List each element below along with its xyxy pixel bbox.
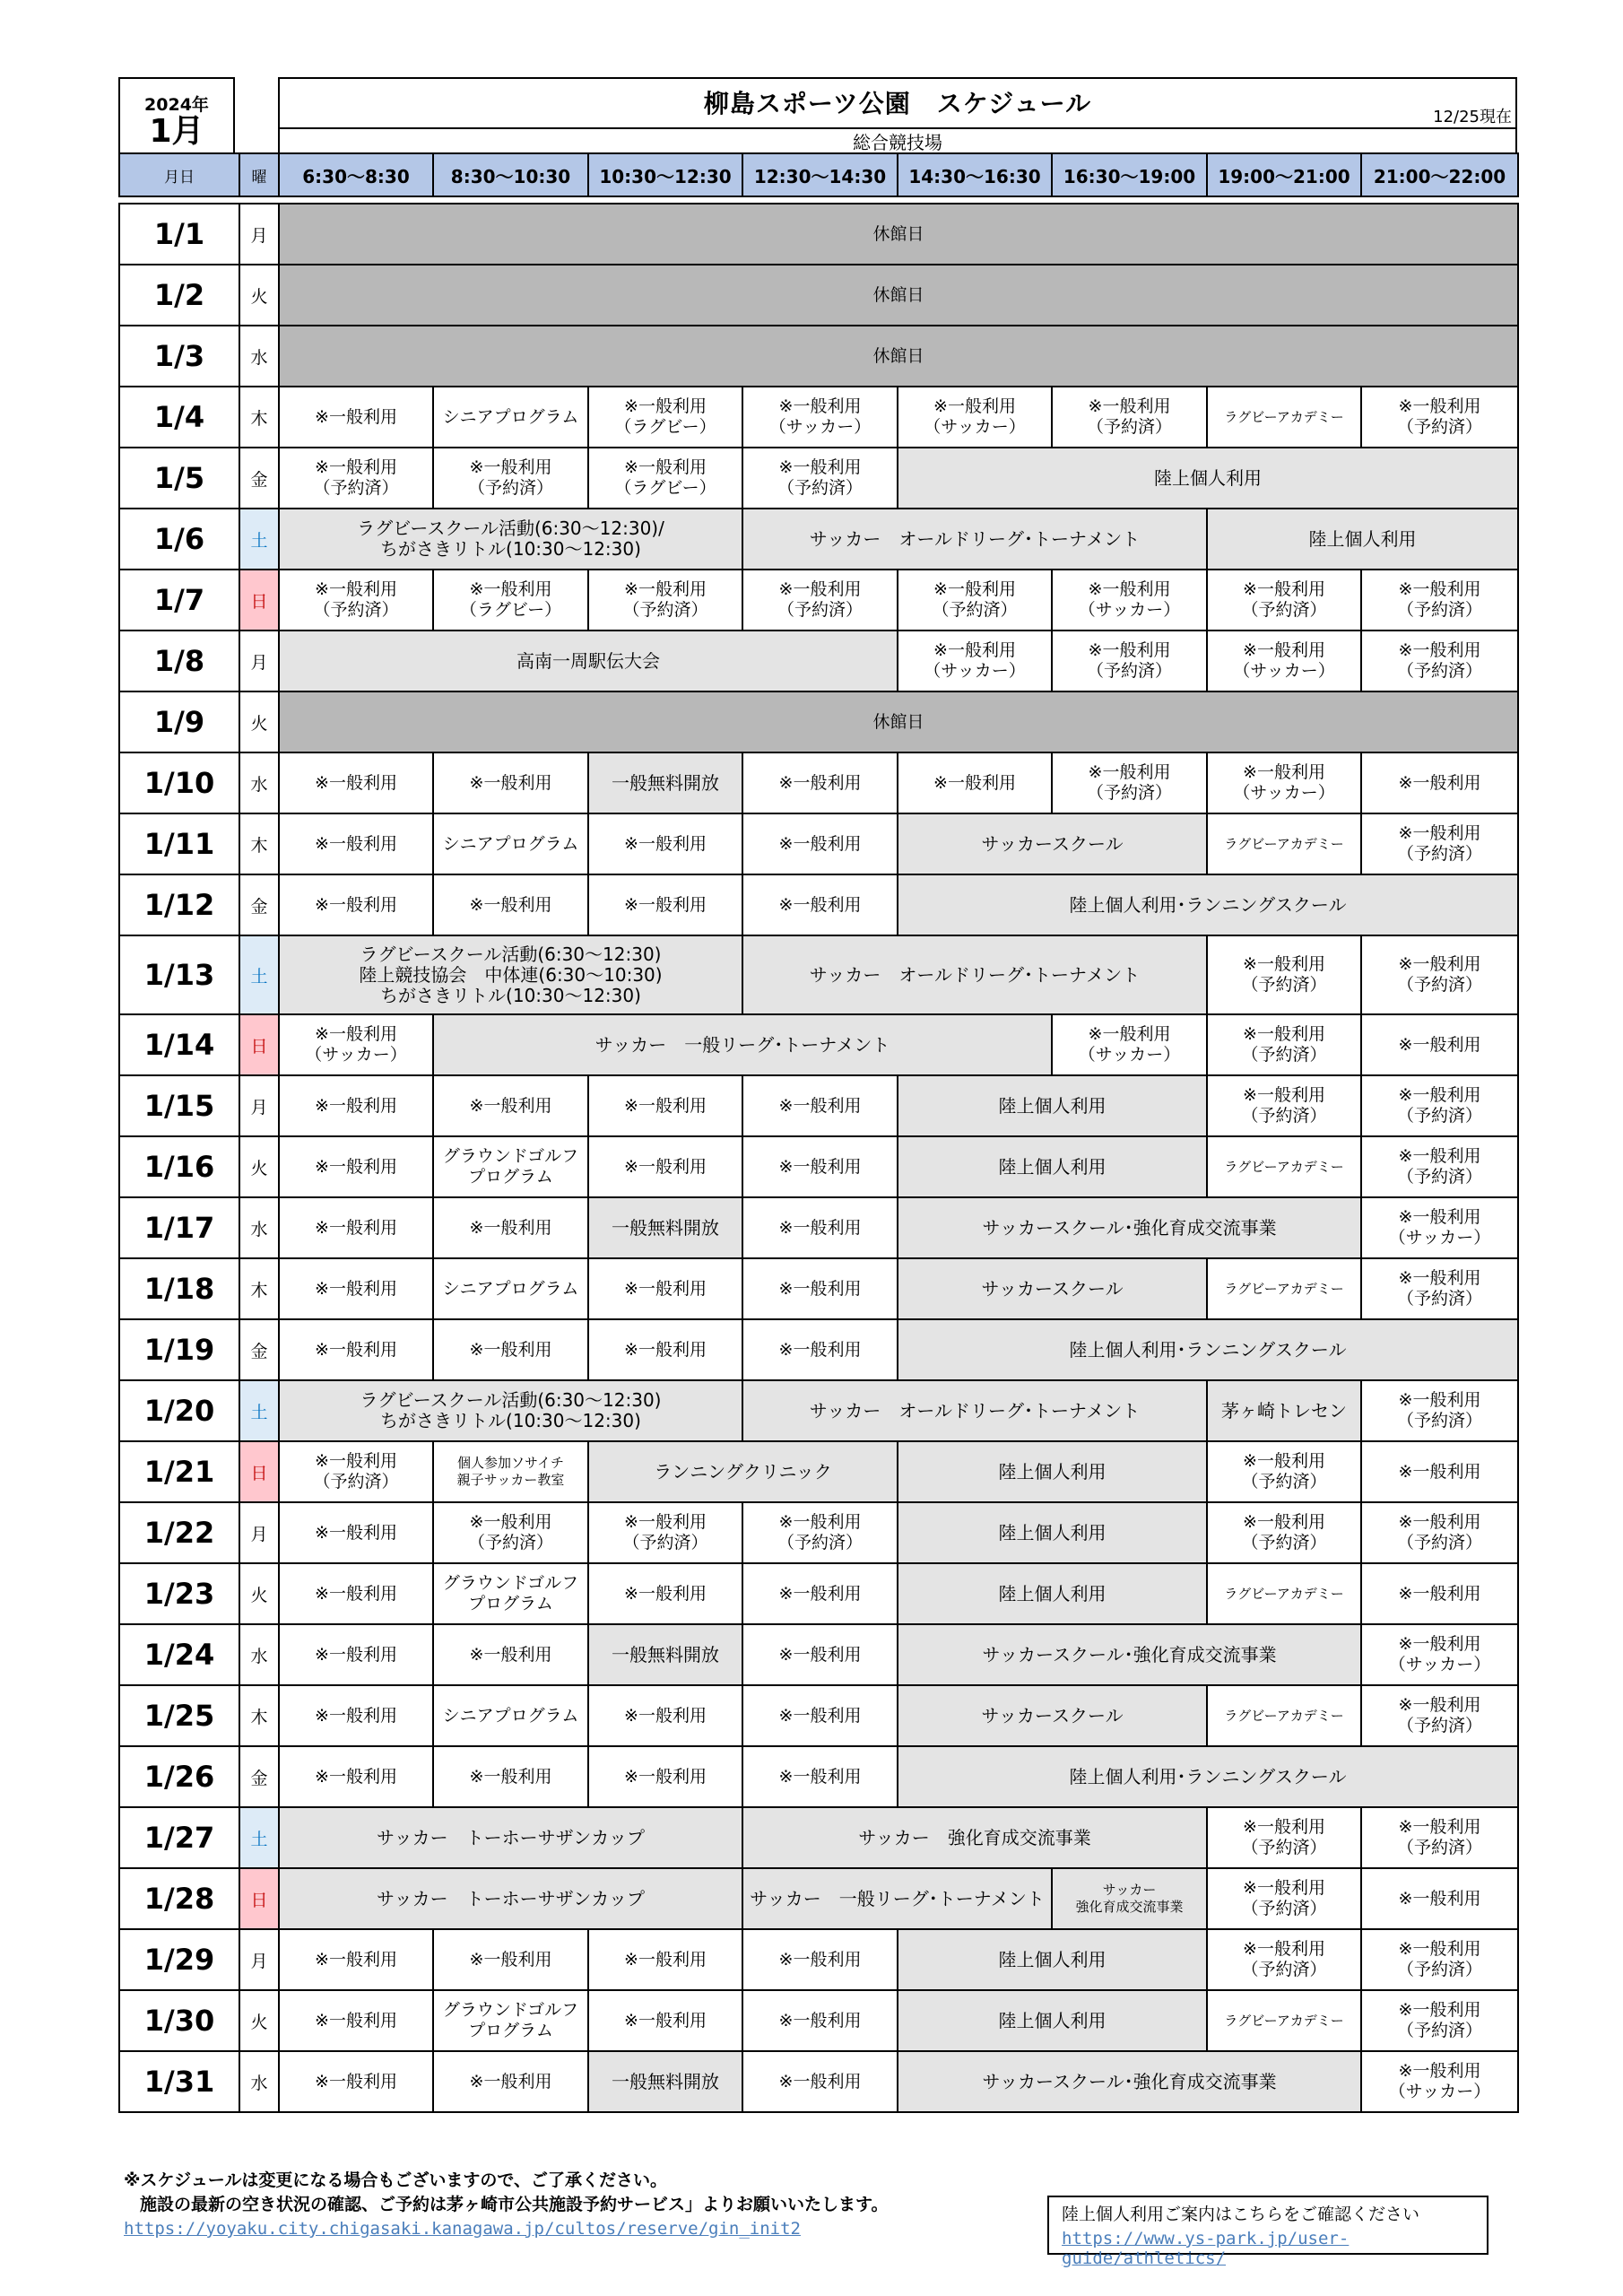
row-date: 1/19 <box>119 1319 239 1380</box>
footer-note-2: 施設の最新の空き状況の確認、ご予約は茅ヶ崎市公共施設予約サービス」よりお願いいたします。 <box>140 2195 889 2214</box>
closed-day-cell: 休館日 <box>279 204 1518 265</box>
table-row <box>119 1380 1518 1441</box>
row-date: 1/28 <box>119 1868 239 1929</box>
schedule-cell: ※一般利用 （予約済） <box>1361 1990 1518 2051</box>
table-row <box>119 448 1518 509</box>
schedule-cell: 陸上個人利用 <box>898 1990 1207 2051</box>
schedule-cell: ※一般利用 <box>279 813 433 874</box>
table-row <box>119 1929 1518 1990</box>
row-date: 1/18 <box>119 1258 239 1319</box>
row-weekday: 月 <box>239 1502 279 1563</box>
table-row <box>119 1136 1518 1197</box>
schedule-cell: サッカースクール <box>898 1258 1207 1319</box>
row-date: 1/29 <box>119 1929 239 1990</box>
schedule-cell: 陸上個人利用 <box>898 1075 1207 1136</box>
schedule-cell: ※一般利用 （サッカー） <box>742 387 898 448</box>
schedule-cell: ※一般利用 （予約済） <box>1207 1868 1361 1929</box>
time-slot-header: 12:30～14:30 <box>742 153 898 196</box>
time-slot-header: 19:00～21:00 <box>1207 153 1361 196</box>
schedule-cell: ※一般利用 <box>433 1197 588 1258</box>
schedule-cell: 陸上個人利用 <box>898 1136 1207 1197</box>
row-weekday: 火 <box>239 691 279 752</box>
row-date: 1/24 <box>119 1624 239 1685</box>
schedule-cell: ※一般利用 （予約済） <box>1052 631 1207 691</box>
row-date: 1/13 <box>119 935 239 1014</box>
schedule-cell: ※一般利用 （予約済） <box>1207 570 1361 631</box>
table-row <box>119 387 1518 448</box>
row-weekday: 月 <box>239 204 279 265</box>
schedule-cell: サッカースクール･強化育成交流事業 <box>898 2051 1361 2112</box>
row-date: 1/20 <box>119 1380 239 1441</box>
schedule-cell: ※一般利用 <box>279 1624 433 1685</box>
date-column-header: 月日 <box>119 153 239 196</box>
schedule-cell: サッカー トーホーサザンカップ <box>279 1868 742 1929</box>
schedule-cell: ※一般利用 （予約済） <box>1207 1014 1361 1075</box>
table-row <box>119 265 1518 326</box>
row-date: 1/1 <box>119 204 239 265</box>
schedule-cell: ※一般利用 <box>742 1685 898 1746</box>
schedule-table <box>118 152 1519 2113</box>
schedule-cell: ※一般利用 <box>898 752 1052 813</box>
schedule-cell: グラウンドゴルフ プログラム <box>433 1990 588 2051</box>
row-date: 1/12 <box>119 874 239 935</box>
reservation-link[interactable]: https://yoyaku.city.chigasaki.kanagawa.jp/cultos/reserve/gin_init2 <box>124 2219 801 2239</box>
schedule-cell: ※一般利用 （サッカー） <box>1207 631 1361 691</box>
schedule-cell: ランニングクリニック <box>588 1441 898 1502</box>
schedule-cell: ※一般利用 <box>279 1563 433 1624</box>
table-row <box>119 570 1518 631</box>
row-weekday: 日 <box>239 570 279 631</box>
schedule-cell: ※一般利用 （予約済） <box>1207 1929 1361 1990</box>
row-weekday: 土 <box>239 935 279 1014</box>
schedule-cell: ※一般利用 （予約済） <box>1361 1380 1518 1441</box>
row-weekday: 水 <box>239 1624 279 1685</box>
table-row <box>119 509 1518 570</box>
row-weekday: 木 <box>239 813 279 874</box>
schedule-cell: 一般無料開放 <box>588 1624 742 1685</box>
schedule-cell: ※一般利用 <box>279 387 433 448</box>
row-weekday: 木 <box>239 387 279 448</box>
table-row <box>119 1868 1518 1929</box>
footer-note-1: ※スケジュールは変更になる場合もございますので、ご了承ください。 <box>124 2170 667 2190</box>
schedule-cell: ※一般利用 （予約済） <box>588 1502 742 1563</box>
schedule-cell: グラウンドゴルフ プログラム <box>433 1136 588 1197</box>
schedule-cell: ※一般利用 <box>279 1136 433 1197</box>
athletics-info-box <box>1047 2196 1488 2268</box>
schedule-cell: シニアプログラム <box>433 1685 588 1746</box>
row-date: 1/16 <box>119 1136 239 1197</box>
schedule-cell: ※一般利用 <box>588 813 742 874</box>
row-date: 1/5 <box>119 448 239 509</box>
schedule-cell: 陸上個人利用 <box>1207 509 1518 570</box>
schedule-cell: ※一般利用 （ラグビー） <box>433 570 588 631</box>
table-row <box>119 691 1518 752</box>
as-of-date: 12/25現在 <box>1433 108 1512 126</box>
schedule-cell: ※一般利用 （予約済） <box>1361 1929 1518 1990</box>
schedule-cell: ※一般利用 <box>588 1929 742 1990</box>
schedule-cell: 一般無料開放 <box>588 752 742 813</box>
schedule-cell: 陸上個人利用 <box>898 448 1518 509</box>
schedule-cell: 陸上個人利用 <box>898 1441 1207 1502</box>
schedule-cell: ※一般利用 （予約済） <box>742 570 898 631</box>
schedule-cell: ※一般利用 <box>588 1563 742 1624</box>
schedule-cell: ※一般利用 <box>433 1746 588 1807</box>
schedule-cell: ※一般利用 （予約済） <box>1361 570 1518 631</box>
schedule-cell: ※一般利用 <box>433 1929 588 1990</box>
schedule-cell: サッカースクール <box>898 813 1207 874</box>
row-weekday: 月 <box>239 1075 279 1136</box>
table-row <box>119 935 1518 1014</box>
row-weekday: 木 <box>239 1258 279 1319</box>
time-slot-header: 21:00～22:00 <box>1361 153 1518 196</box>
schedule-cell: ラグビーアカデミー <box>1207 813 1361 874</box>
schedule-cell: ※一般利用 <box>433 874 588 935</box>
row-weekday: 日 <box>239 1441 279 1502</box>
schedule-cell: ※一般利用 （予約済） <box>1361 1807 1518 1868</box>
schedule-cell: ※一般利用 <box>588 1990 742 2051</box>
schedule-cell: ※一般利用 （予約済） <box>898 570 1052 631</box>
schedule-cell: 茅ヶ崎トレセン <box>1207 1380 1361 1441</box>
row-date: 1/9 <box>119 691 239 752</box>
schedule-cell: ※一般利用 （予約済） <box>1361 1075 1518 1136</box>
table-row <box>119 631 1518 691</box>
table-row <box>119 1685 1518 1746</box>
schedule-cell: ※一般利用 <box>588 1685 742 1746</box>
row-date: 1/21 <box>119 1441 239 1502</box>
schedule-cell: ラグビーアカデミー <box>1207 1990 1361 2051</box>
row-weekday: 金 <box>239 874 279 935</box>
schedule-cell: ※一般利用 <box>433 2051 588 2112</box>
schedule-cell: ※一般利用 <box>742 813 898 874</box>
schedule-cell: ※一般利用 <box>279 2051 433 2112</box>
row-date: 1/23 <box>119 1563 239 1624</box>
schedule-cell: ラグビーアカデミー <box>1207 387 1361 448</box>
schedule-cell: ※一般利用 <box>279 1929 433 1990</box>
schedule-cell: ※一般利用 （予約済） <box>1361 1258 1518 1319</box>
row-weekday: 金 <box>239 448 279 509</box>
time-slot-header: 16:30～19:00 <box>1052 153 1207 196</box>
time-slot-header: 6:30～8:30 <box>279 153 433 196</box>
schedule-cell: ※一般利用 <box>742 752 898 813</box>
schedule-cell: ※一般利用 <box>279 752 433 813</box>
table-row <box>119 1441 1518 1502</box>
schedule-cell: ※一般利用 <box>588 1136 742 1197</box>
schedule-cell: ※一般利用 （予約済） <box>279 1441 433 1502</box>
schedule-cell: シニアプログラム <box>433 387 588 448</box>
row-date: 1/2 <box>119 265 239 326</box>
schedule-cell: ※一般利用 <box>1361 1563 1518 1624</box>
schedule-cell: ※一般利用 <box>279 1075 433 1136</box>
schedule-cell: ※一般利用 （サッカー） <box>1361 1624 1518 1685</box>
row-date: 1/14 <box>119 1014 239 1075</box>
column-header-row <box>119 153 1518 196</box>
schedule-cell: ※一般利用 <box>742 2051 898 2112</box>
table-row <box>119 1990 1518 2051</box>
schedule-cell: ※一般利用 <box>742 1136 898 1197</box>
row-weekday: 日 <box>239 1014 279 1075</box>
schedule-cell: 陸上個人利用 <box>898 1502 1207 1563</box>
row-weekday: 日 <box>239 1868 279 1929</box>
schedule-cell: ※一般利用 （予約済） <box>1361 1136 1518 1197</box>
table-row <box>119 204 1518 265</box>
schedule-cell: ※一般利用 <box>433 1075 588 1136</box>
row-weekday: 木 <box>239 1685 279 1746</box>
schedule-cell: ※一般利用 <box>588 1258 742 1319</box>
row-weekday: 火 <box>239 1990 279 2051</box>
schedule-cell: 陸上個人利用･ランニングスクール <box>898 1319 1518 1380</box>
schedule-cell: ※一般利用 <box>588 1319 742 1380</box>
row-weekday: 水 <box>239 326 279 387</box>
schedule-cell: ※一般利用 （予約済） <box>1207 935 1361 1014</box>
schedule-cell: サッカー 強化育成交流事業 <box>742 1807 1207 1868</box>
schedule-cell: ※一般利用 （予約済） <box>742 448 898 509</box>
schedule-cell: ラグビースクール活動(6:30～12:30) 陸上競技協会 中体連(6:30～10:30) ちがさきリトル(10:30～12:30) <box>279 935 742 1014</box>
schedule-cell: ※一般利用 （予約済） <box>1052 752 1207 813</box>
schedule-cell: 高南一周駅伝大会 <box>279 631 898 691</box>
schedule-cell: ※一般利用 （予約済） <box>1361 813 1518 874</box>
table-row <box>119 1807 1518 1868</box>
row-weekday: 火 <box>239 1136 279 1197</box>
schedule-cell: ラグビーアカデミー <box>1207 1258 1361 1319</box>
closed-day-cell: 休館日 <box>279 265 1518 326</box>
schedule-cell: 陸上個人利用･ランニングスクール <box>898 1746 1518 1807</box>
schedule-cell: ※一般利用 （サッカー） <box>1052 1014 1207 1075</box>
schedule-cell: ※一般利用 （予約済） <box>433 1502 588 1563</box>
schedule-cell: ※一般利用 <box>1361 1014 1518 1075</box>
schedule-cell: ※一般利用 （予約済） <box>742 1502 898 1563</box>
closed-day-cell: 休館日 <box>279 326 1518 387</box>
schedule-cell: サッカー オールドリーグ･トーナメント <box>742 1380 1207 1441</box>
schedule-cell: ※一般利用 （予約済） <box>1361 631 1518 691</box>
table-row <box>119 1075 1518 1136</box>
schedule-cell: ※一般利用 （予約済） <box>1207 1075 1361 1136</box>
schedule-cell: サッカー トーホーサザンカップ <box>279 1807 742 1868</box>
schedule-cell: ※一般利用 （予約済） <box>1361 935 1518 1014</box>
table-row <box>119 1319 1518 1380</box>
schedule-cell: シニアプログラム <box>433 813 588 874</box>
schedule-cell: ラグビースクール活動(6:30～12:30) ちがさきリトル(10:30～12:30) <box>279 1380 742 1441</box>
schedule-cell: ※一般利用 （サッカー） <box>1361 1197 1518 1258</box>
schedule-cell: ラグビーアカデミー <box>1207 1563 1361 1624</box>
table-row <box>119 2051 1518 2112</box>
schedule-cell: ラグビースクール活動(6:30～12:30)/ ちがさきリトル(10:30～12:30) <box>279 509 742 570</box>
table-row <box>119 1197 1518 1258</box>
schedule-cell: ※一般利用 （サッカー） <box>1207 752 1361 813</box>
row-weekday: 月 <box>239 1929 279 1990</box>
row-weekday: 金 <box>239 1319 279 1380</box>
row-weekday: 水 <box>239 1197 279 1258</box>
schedule-cell: ※一般利用 <box>279 1685 433 1746</box>
schedule-cell: ※一般利用 （ラグビー） <box>588 448 742 509</box>
schedule-cell: ※一般利用 （サッカー） <box>898 631 1052 691</box>
row-weekday: 土 <box>239 1380 279 1441</box>
table-row <box>119 1258 1518 1319</box>
row-weekday: 土 <box>239 1807 279 1868</box>
row-weekday: 月 <box>239 631 279 691</box>
schedule-cell: ラグビーアカデミー <box>1207 1136 1361 1197</box>
table-row <box>119 1624 1518 1685</box>
schedule-cell: ※一般利用 <box>433 1319 588 1380</box>
table-row <box>119 1502 1518 1563</box>
athletics-info-text: 陸上個人利用ご案内はこちらをご確認ください <box>1062 2205 1420 2224</box>
schedule-cell: シニアプログラム <box>433 1258 588 1319</box>
table-row <box>119 1746 1518 1807</box>
schedule-cell: サッカースクール･強化育成交流事業 <box>898 1624 1361 1685</box>
schedule-cell: ※一般利用 <box>742 1990 898 2051</box>
table-row <box>119 813 1518 874</box>
schedule-cell: ※一般利用 （予約済） <box>1052 387 1207 448</box>
page-title: 柳島スポーツ公園 スケジュール <box>703 89 1092 118</box>
schedule-cell: ※一般利用 <box>588 1075 742 1136</box>
time-slot-header: 8:30～10:30 <box>433 153 588 196</box>
schedule-cell: サッカー 一般リーグ･トーナメント <box>433 1014 1052 1075</box>
schedule-cell: ※一般利用 （予約済） <box>588 570 742 631</box>
schedule-cell: ※一般利用 （ラグビー） <box>588 387 742 448</box>
schedule-cell: ※一般利用 <box>742 1624 898 1685</box>
row-date: 1/11 <box>119 813 239 874</box>
schedule-body <box>119 204 1518 2112</box>
schedule-cell: ※一般利用 <box>588 874 742 935</box>
schedule-cell: ※一般利用 <box>742 1929 898 1990</box>
schedule-cell: サッカー 一般リーグ･トーナメント <box>742 1868 1052 1929</box>
title-box <box>278 77 1517 152</box>
row-date: 1/31 <box>119 2051 239 2112</box>
closed-day-cell: 休館日 <box>279 691 1518 752</box>
schedule-cell: ※一般利用 <box>279 1319 433 1380</box>
row-date: 1/25 <box>119 1685 239 1746</box>
venue-label: 総合競技場 <box>280 127 1515 156</box>
table-row <box>119 1014 1518 1075</box>
row-date: 1/6 <box>119 509 239 570</box>
schedule-cell: ※一般利用 <box>742 1197 898 1258</box>
year-month-box <box>118 77 235 152</box>
schedule-sheet <box>118 77 1517 2113</box>
schedule-cell: ※一般利用 <box>1361 752 1518 813</box>
schedule-cell: サッカー 強化育成交流事業 <box>1052 1868 1207 1929</box>
sheet-header <box>118 77 1517 152</box>
schedule-cell: 陸上個人利用 <box>898 1929 1207 1990</box>
schedule-cell: ※一般利用 （予約済） <box>279 448 433 509</box>
schedule-cell: ※一般利用 <box>279 874 433 935</box>
schedule-cell: ※一般利用 <box>433 752 588 813</box>
schedule-cell: サッカースクール <box>898 1685 1207 1746</box>
time-slot-header: 10:30～12:30 <box>588 153 742 196</box>
row-date: 1/7 <box>119 570 239 631</box>
day-column-header: 曜 <box>239 153 279 196</box>
table-row <box>119 874 1518 935</box>
schedule-cell: 一般無料開放 <box>588 1197 742 1258</box>
table-row <box>119 1563 1518 1624</box>
row-date: 1/10 <box>119 752 239 813</box>
schedule-cell: ※一般利用 （サッカー） <box>898 387 1052 448</box>
row-weekday: 金 <box>239 1746 279 1807</box>
row-weekday: 水 <box>239 2051 279 2112</box>
schedule-cell: サッカースクール･強化育成交流事業 <box>898 1197 1361 1258</box>
year-label: 2024年 <box>144 95 209 115</box>
schedule-cell: ※一般利用 <box>742 1075 898 1136</box>
row-weekday: 火 <box>239 1563 279 1624</box>
schedule-cell: ※一般利用 （サッカー） <box>1052 570 1207 631</box>
row-date: 1/17 <box>119 1197 239 1258</box>
row-date: 1/15 <box>119 1075 239 1136</box>
schedule-cell: ※一般利用 （予約済） <box>1207 1502 1361 1563</box>
schedule-cell: ※一般利用 <box>1361 1441 1518 1502</box>
schedule-cell: 一般無料開放 <box>588 2051 742 2112</box>
schedule-cell: ※一般利用 <box>1361 1868 1518 1929</box>
schedule-cell: ※一般利用 <box>588 1746 742 1807</box>
schedule-cell: サッカー オールドリーグ･トーナメント <box>742 509 1207 570</box>
schedule-cell: ※一般利用 （予約済） <box>1361 1502 1518 1563</box>
schedule-cell: ※一般利用 <box>279 1502 433 1563</box>
schedule-cell: ※一般利用 <box>279 1258 433 1319</box>
row-date: 1/3 <box>119 326 239 387</box>
schedule-cell: 個人参加ソサイチ 親子サッカー教室 <box>433 1441 588 1502</box>
schedule-cell: ※一般利用 <box>742 1258 898 1319</box>
row-date: 1/4 <box>119 387 239 448</box>
row-date: 1/8 <box>119 631 239 691</box>
schedule-cell: ※一般利用 <box>742 874 898 935</box>
schedule-cell: ※一般利用 <box>742 1563 898 1624</box>
month-label: 1月 <box>149 113 204 150</box>
schedule-cell: グラウンドゴルフ プログラム <box>433 1563 588 1624</box>
row-date: 1/22 <box>119 1502 239 1563</box>
schedule-cell: ※一般利用 <box>279 1990 433 2051</box>
row-weekday: 土 <box>239 509 279 570</box>
schedule-cell: ※一般利用 <box>433 1624 588 1685</box>
schedule-cell: ※一般利用 （予約済） <box>1207 1441 1361 1502</box>
schedule-cell: ※一般利用 <box>742 1746 898 1807</box>
schedule-cell: ラグビーアカデミー <box>1207 1685 1361 1746</box>
row-date: 1/26 <box>119 1746 239 1807</box>
schedule-cell: 陸上個人利用 <box>898 1563 1207 1624</box>
schedule-cell: ※一般利用 （予約済） <box>433 448 588 509</box>
table-row <box>119 326 1518 387</box>
row-weekday: 火 <box>239 265 279 326</box>
schedule-cell: ※一般利用 （予約済） <box>1361 1685 1518 1746</box>
row-date: 1/30 <box>119 1990 239 2051</box>
schedule-cell: サッカー オールドリーグ･トーナメント <box>742 935 1207 1014</box>
schedule-cell: ※一般利用 （サッカー） <box>1361 2051 1518 2112</box>
schedule-cell: ※一般利用 （予約済） <box>279 570 433 631</box>
athletics-info-link[interactable]: https://www.ys-park.jp/user-guide/athletics/ <box>1062 2229 1350 2268</box>
time-slot-header: 14:30～16:30 <box>898 153 1052 196</box>
schedule-cell: ※一般利用 （予約済） <box>1207 1807 1361 1868</box>
schedule-cell: ※一般利用 <box>279 1197 433 1258</box>
row-weekday: 水 <box>239 752 279 813</box>
schedule-cell: ※一般利用 （予約済） <box>1361 387 1518 448</box>
schedule-cell: 陸上個人利用･ランニングスクール <box>898 874 1518 935</box>
schedule-cell: ※一般利用 <box>742 1319 898 1380</box>
row-date: 1/27 <box>119 1807 239 1868</box>
schedule-cell: ※一般利用 （サッカー） <box>279 1014 433 1075</box>
table-row <box>119 752 1518 813</box>
schedule-cell: ※一般利用 <box>279 1746 433 1807</box>
